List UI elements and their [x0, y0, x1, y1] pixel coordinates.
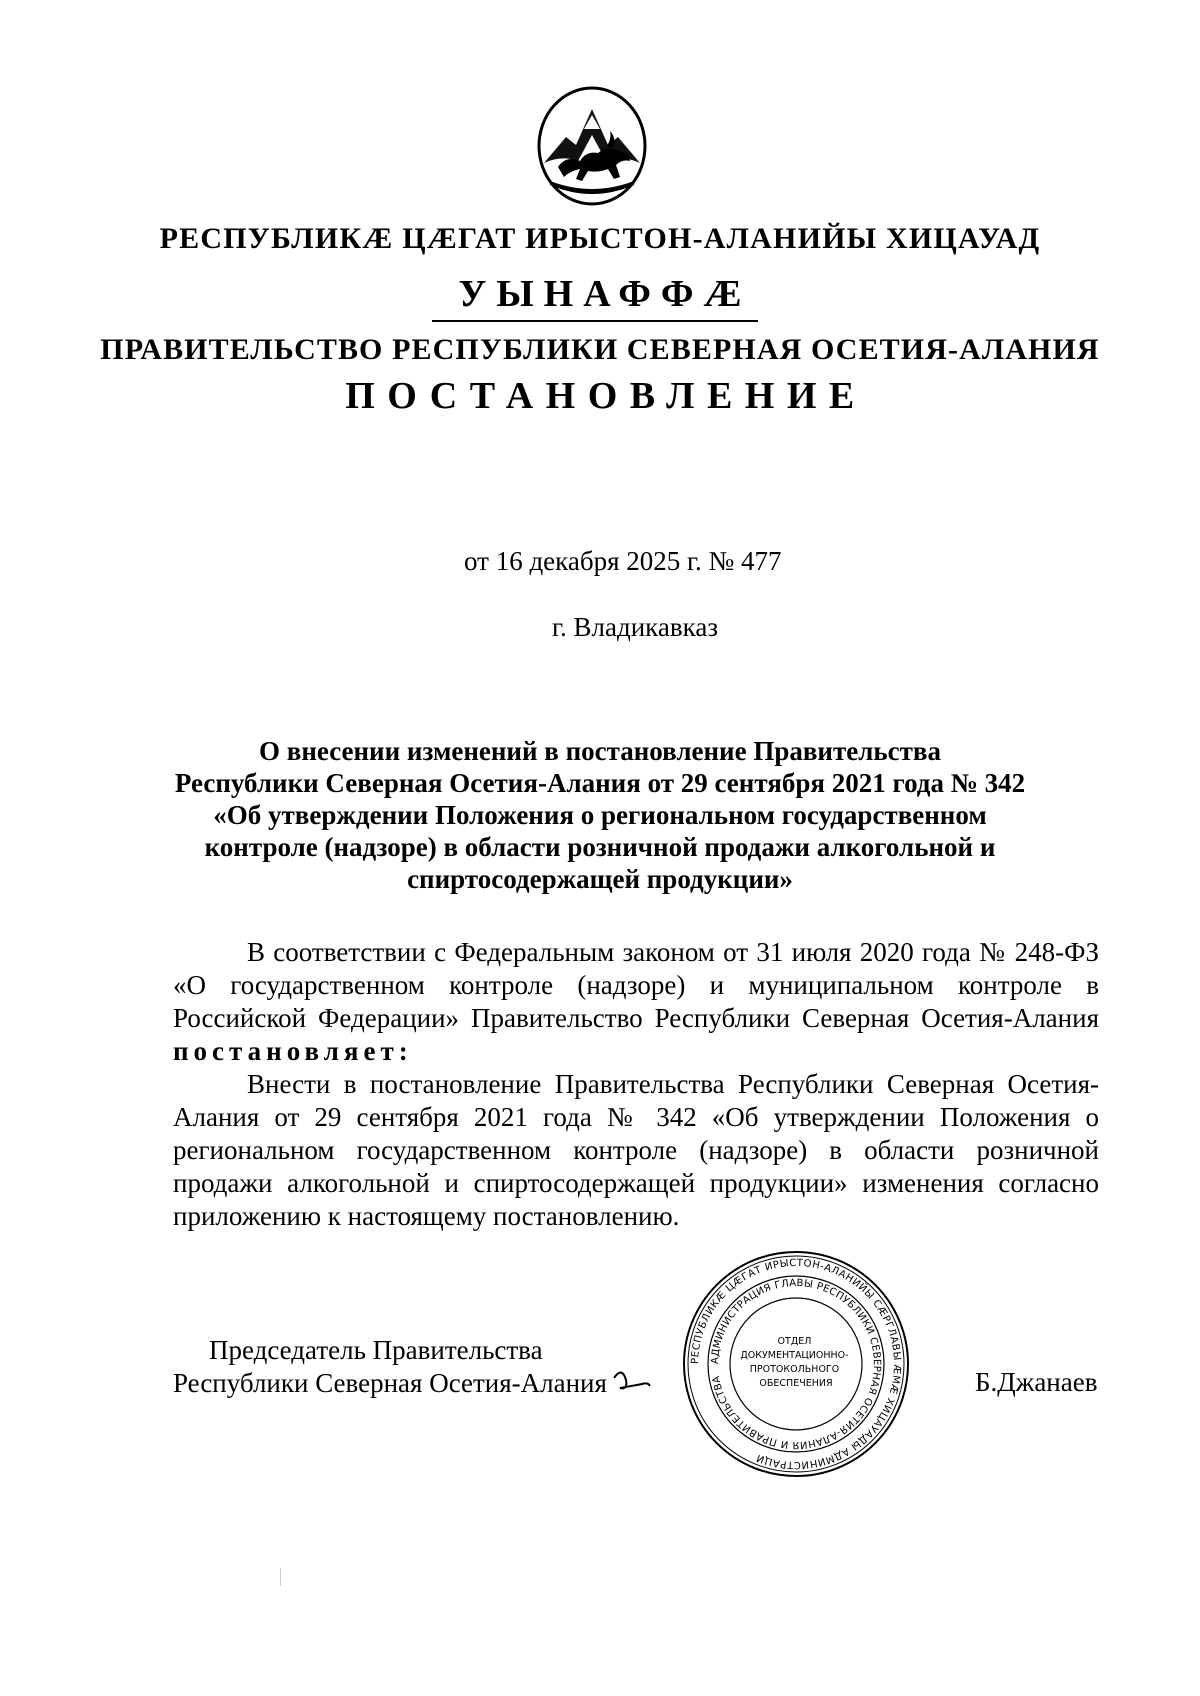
preamble-text: В соответствии с Федеральным законом от 31 июля 2020 года № 248-ФЗ «О государственном контроле (надзоре) и муниципальном контроле в Российской Федерации» Правительство Республики Северная Осетия-Алания — [173, 937, 1099, 1033]
subject-line: О внесении изменений в постановление Правительства — [259, 736, 941, 766]
scan-artifact — [280, 1568, 281, 1586]
decree-subject — [120, 735, 1080, 895]
header-divider — [432, 320, 758, 322]
russian-decree-title: ПОСТАНОВЛЕНИЕ — [345, 375, 867, 417]
subject-line: Республики Северная Осетия-Алания от 29 сентября 2021 года № 342 — [174, 768, 1026, 798]
seal-outer-text: РЕСПУБЛИКÆ ЦÆГАТ ИРЫСТОН-АЛАНИЙЫ СÆРГЛАВЫ ÆМÆ ХИЦАУАДЫ АДМИНИСТРАЦИ — [689, 1257, 903, 1471]
official-seal-icon — [680, 1248, 912, 1480]
ossetian-decree-title: УЫНАФФÆ — [458, 273, 752, 315]
decree-city: г. Владикавказ — [552, 612, 718, 642]
decree-date-number: от 16 декабря 2025 г. № 477 — [464, 546, 782, 576]
decision-paragraph — [173, 1068, 1099, 1233]
position-line: Председатель Правительства — [209, 1335, 543, 1365]
position-line: Республики Северная Осетия-Алания — [173, 1368, 607, 1398]
subject-line: «Об утверждении Положения о региональном государственном — [213, 800, 987, 830]
svg-text:ОТДЕЛ ДОКУМЕНТАЦИОННО-: ОТДЕЛ ДОКУМЕНТАЦИОННО- ПРОТОКОЛЬНОГО ОБЕСПЕЧЕНИЯ — [740, 1336, 849, 1389]
seal-middle-text: АДМИНИСТРАЦИЯ ГЛАВЫ РЕСПУБЛИКИ СЕВЕРНАЯ ОСЕТИЯ-АЛАНИЯ И ПРАВИТЕЛЬСТВА — [709, 1277, 883, 1451]
signatory-position — [173, 1334, 607, 1400]
resolves-word: постановляет: — [173, 1036, 413, 1066]
decision-text: Внести в постановление Правительства Республики Северная Осетия-Алания от 29 сентября 2021 года № 342 «Об утверждении Положения о региональном государственном контроле (надзоре) в области розничной продажи алкогольной и спиртосодержащей продукции» изменения согласно приложению к настоящему постановлению. — [173, 1069, 1099, 1231]
preamble-paragraph — [173, 936, 1099, 1068]
subject-line: контроле (надзоре) в области розничной продажи алкогольной и — [204, 832, 996, 862]
coat-of-arms-icon — [536, 85, 648, 207]
subject-line: спиртосодержащей продукции» — [407, 864, 793, 894]
ossetian-government-title: РЕСПУБЛИКÆ ЦÆГАТ ИРЫСТОН-АЛАНИЙЫ ХИЦАУАД — [159, 222, 1041, 255]
signatory-name: Б.Джанаев — [975, 1367, 1098, 1397]
russian-government-title: ПРАВИТЕЛЬСТВО РЕСПУБЛИКИ СЕВЕРНАЯ ОСЕТИЯ-АЛАНИЯ — [100, 333, 1100, 366]
handwritten-signature-icon — [612, 1360, 652, 1394]
